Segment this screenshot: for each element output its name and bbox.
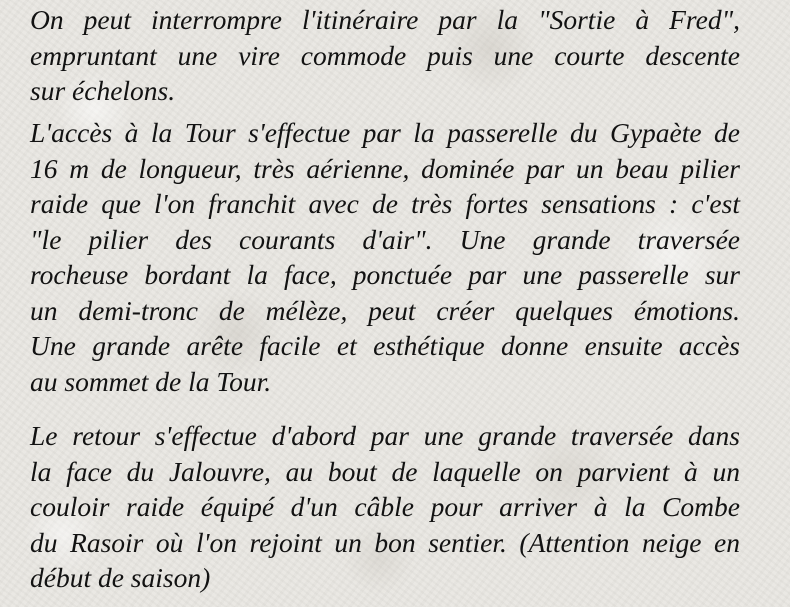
paragraph-sortie-a-fred xyxy=(30,2,740,109)
text-line: couloir raide équipé d'un câble pour arriver à la Combe xyxy=(30,491,740,522)
text-line: Le retour s'effectue d'abord par une grande traversée dans xyxy=(30,420,740,451)
text-line: 16 m de longueur, très aérienne, dominée par un beau pilier xyxy=(30,152,740,184)
text-line: "le pilier des courants d'air". Une grande traversée xyxy=(30,223,740,255)
text-line: raide que l'on franchit avec de très fortes sensations : c'est xyxy=(30,188,740,219)
paragraph-acces-tour xyxy=(30,115,740,399)
text-line: du Rasoir où l'on rejoint un bon sentier. (Attention neige en xyxy=(30,526,740,558)
text-line: sur échelons. xyxy=(30,75,176,106)
text-line: L'accès à la Tour s'effectue par la passerelle du Gypaète de xyxy=(30,117,740,148)
text-line: Une grande arête facile et esthétique donne ensuite accès xyxy=(30,330,740,361)
paragraph-retour xyxy=(30,418,740,596)
text-line: la face du Jalouvre, au bout de laquelle on parvient à un xyxy=(30,455,740,487)
text-line: un demi-tronc de mélèze, peut créer quelques émotions. xyxy=(30,294,740,326)
text-line: empruntant une vire commode puis une courte descente xyxy=(30,39,740,71)
text-line: au sommet de la Tour. xyxy=(30,365,272,397)
text-line: On peut interrompre l'itinéraire par la "Sortie à Fred", xyxy=(30,4,740,35)
text-line: début de saison) xyxy=(30,562,211,593)
text-line: rocheuse bordant la face, ponctuée par une passerelle sur xyxy=(30,259,740,290)
